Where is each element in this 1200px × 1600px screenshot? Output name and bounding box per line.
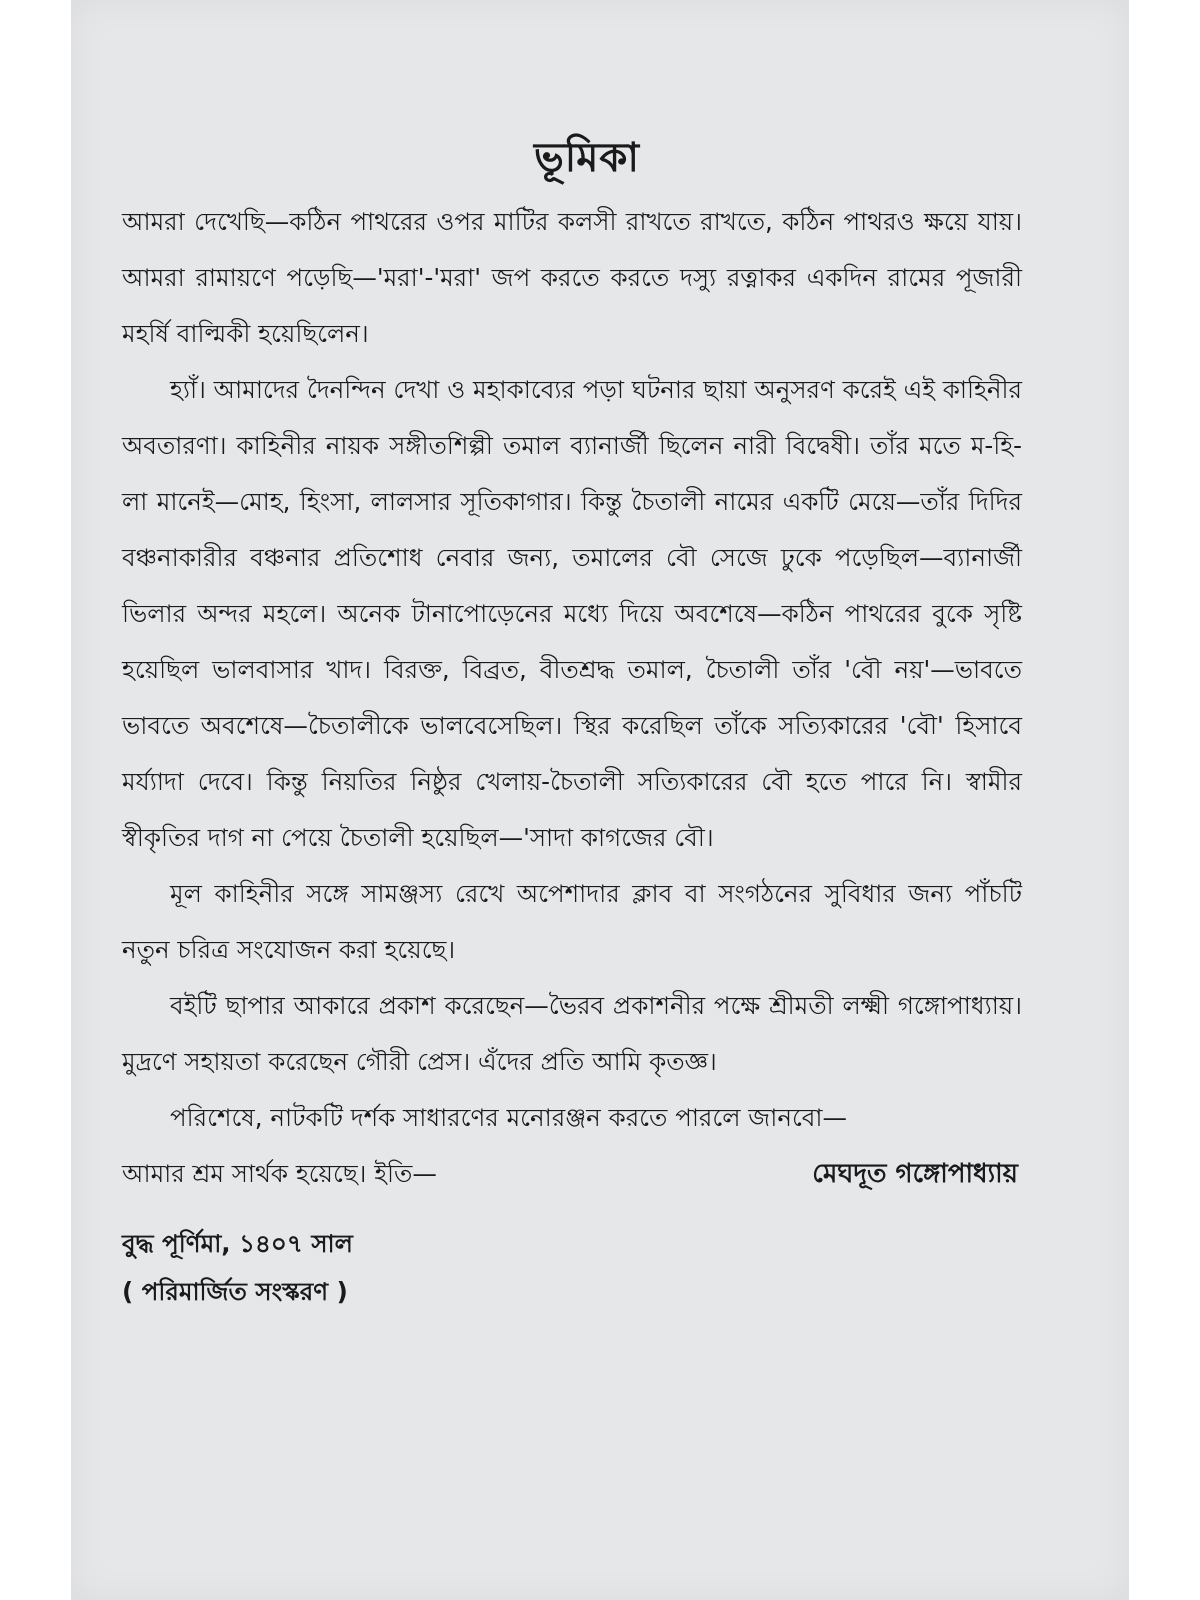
author-signature: মেঘদূত গঙ্গোপাধ্যায়	[812, 1159, 1018, 1189]
page-content	[122, 128, 1022, 1316]
page-title: ভূমিকা	[533, 135, 641, 181]
date-line: বুদ্ধ পূর্ণিমা, ১৪০৭ সাল	[122, 1229, 353, 1258]
edition-note: ( পরিমার্জিত সংস্করণ )	[122, 1277, 348, 1306]
closing-row	[122, 1146, 1022, 1202]
paragraph-4: বইটি ছাপার আকারে প্রকাশ করেছেন—ভৈরব প্রকাশনীর পক্ষে শ্রীমতী লক্ষ্মী গঙ্গোপাধ্যায়। মুদ্রণে সহায়তা করেছেন গৌরী প্রেস। এঁদের প্রতি আমি কৃতজ্ঞ।	[122, 991, 1022, 1076]
paragraph-2: হ্যাঁ। আমাদের দৈনন্দিন দেখা ও মহাকাব্যের পড়া ঘটনার ছায়া অনুসরণ করেই এই কাহিনীর অবতারণা। কাহিনীর নায়ক সঙ্গীতশিল্পী তমাল ব্যানার্জী ছিলেন নারী বিদ্বেষী। তাঁর মতে ম-হি-লা মানেই—মোহ, হিংসা, লালসার সূতিকাগার। কিন্তু চৈতালী নামের একটি মেয়ে—তাঁর দিদির বঞ্চনাকারীর বঞ্চনার প্রতিশোধ নেবার জন্য, তমালের বৌ সেজে ঢুকে পড়েছিল—ব্যানার্জী ভিলার অন্দর মহলে। অনেক টানাপোড়েনের মধ্যে দিয়ে অবশেষে—কঠিন পাথরের বুকে সৃষ্টি হয়েছিল ভালবাসার খাদ। বিরক্ত, বিব্রত, বীতশ্রদ্ধ তমাল, চৈতালী তাঁর 'বৌ নয়'—ভাবতে ভাবতে অবশেষে—চৈতালীকে ভালবেসেছিল। স্থির করেছিল তাঁকে সত্যিকারের 'বৌ' হিসাবে মর্য্যাদা দেবে। কিন্তু নিয়তির নিষ্ঠুর খেলায়-চৈতালী সত্যিকারের বৌ হতে পারে নি। স্বামীর স্বীকৃতির দাগ না পেয়ে চৈতালী হয়েছিল—'সাদা কাগজের বৌ।	[122, 375, 1022, 852]
closing-line: আমার শ্রম সার্থক হয়েছে। ইতি—	[122, 1159, 437, 1188]
paragraph-5: পরিশেষে, নাটকটি দর্শক সাধারণের মনোরঞ্জন করতে পারলে জানবো—	[170, 1103, 848, 1132]
paragraph-3: মূল কাহিনীর সঙ্গে সামঞ্জস্য রেখে অপেশাদার ক্লাব বা সংগঠনের সুবিধার জন্য পাঁচটি নতুন চরিত্র সংযোজন করা হয়েছে।	[122, 879, 1022, 964]
paragraph-1: আমরা দেখেছি—কঠিন পাথরের ওপর মাটির কলসী রাখতে রাখতে, কঠিন পাথরও ক্ষয়ে যায়। আমরা রামায়ণে পড়েছি—'মরা'-'মরা' জপ করতে করতে দস্যু রত্নাকর একদিন রামের পূজারী মহর্ষি বাল্মিকী হয়েছিলেন।	[122, 207, 1022, 348]
